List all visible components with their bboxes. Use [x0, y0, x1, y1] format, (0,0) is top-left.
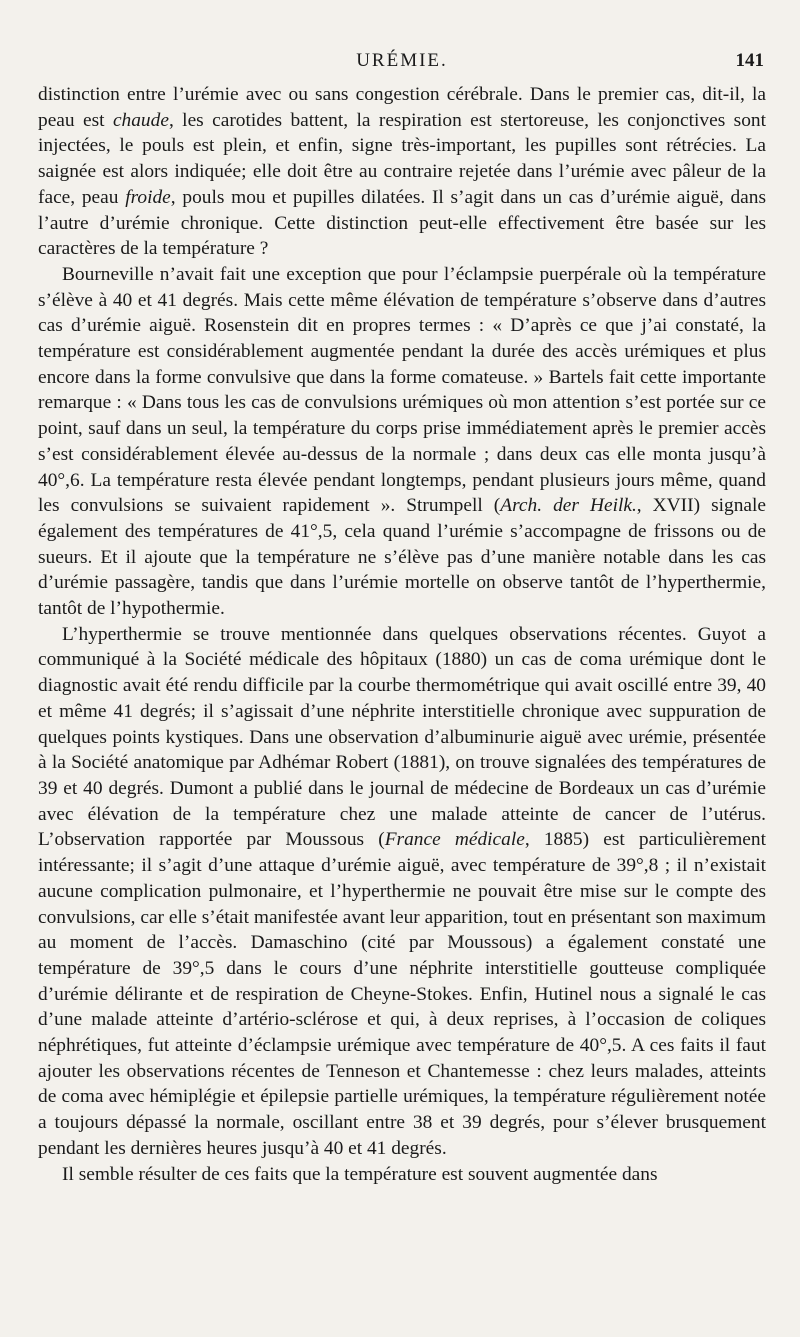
text-run: , XVII) signale également des températures de 41°,5, cela quand l’urémie s’accompagne de frissons ou de sueurs. Et il ajoute que la température ne s’élève pas d’une manière notable dans les cas d’urémie passagère, tandis que dans l’urémie mortelle on observe tantôt de l’hyperthermie, tantôt de l’hypothermie.: [38, 495, 766, 620]
text-run: L’hyperthermie se trouve mentionnée dans quelques observations récentes. Guyot a communiqué à la Société médicale des hôpitaux (1880) un cas de coma urémique dont le diagnostic avait été rendu difficile par la courbe thermométrique qui avait oscillé entre 39, 40 et même 41 degrés; il s’agissait d’une néphrite interstitielle chronique avec suppuration de quelques points kystiques. Dans une observation d’albuminurie aiguë avec urémie, présentée à la Société anatomique par Adhémar Robert (1881), on trouve signalées des températures de 39 et 40 degrés. Dumont a publié dans le journal de médecine de Bordeaux un cas d’urémie avec élévation de la température chez une malade atteinte de cancer de l’utérus. L’observation rapportée par Moussous (: [38, 623, 766, 851]
page-number: 141: [735, 50, 764, 71]
text-run: Bourneville n’avait fait une exception que pour l’éclampsie puerpérale où la température s’élève à 40 et 41 degrés. Mais cette même élévation de température s’observe dans d’autres cas d’urémie aiguë. Rosenstein dit en propres termes : « D’après ce que j’ai constaté, la température est considérablement augmentée pendant la durée des accès urémiques et plus encore dans la forme convulsive que dans la forme comateuse. » Bartels fait cette importante remarque : « Dans tous les cas de convulsions urémiques où mon attention s’est portée sur ce point, sauf dans un seul, la température du corps prise immédiatement après le premier accès s’est considérablement élevée au-dessus de la normale ; dans deux cas elle monta jusqu’à 40°,6. La température resta élevée pendant longtemps, pendant plusieurs jours même, quand les convulsions se suivaient rapidement ». Strumpell (: [38, 263, 766, 517]
text-run: , 1885) est particulièrement intéressante; il s’agit d’une attaque d’urémie aiguë, avec température de 39°,8 ; il n’existait aucune complication pulmonaire, et l’hyperthermie ne pouvait être mise sur le compte des convulsions, car elle s’était manifestée avant leur apparition, tout en présentant son maximum au moment de l’accès. Damaschino (cité par Moussous) a également constaté une température de 39°,5 dans le cours d’une néphrite interstitielle goutteuse compliquée d’urémie délirante et de respiration de Cheyne-Stokes. Enfin, Hutinel nous a signalé le cas d’une malade atteinte d’artério-sclérose et qui, à deux reprises, à l’occasion de coliques néphrétiques, fut atteinte d’éclampsie urémique avec température de 40°,5. A ces faits il faut ajouter les observations récentes de Tenneson et Chantemesse : chez leurs malades, atteints de coma avec hémiplégie et épilepsie partielle urémiques, la température régulièrement notée a toujours dépassé la normale, oscillant entre 38 et 39 degrés, pour s’élever brusquement pendant les dernières heures jusqu’à 40 et 41 degrés.: [38, 829, 767, 1159]
running-head: [38, 50, 766, 82]
text-run-italic: Arch. der Heilk.: [500, 495, 637, 517]
paragraph-4: [38, 1162, 766, 1188]
text-run-italic: chaude: [112, 109, 169, 131]
body-text: [38, 82, 766, 1187]
paragraph-3: [38, 622, 766, 1162]
paragraph-2: [38, 262, 766, 622]
text-run: Il semble résulter de ces faits que la température est souvent augmentée dans: [62, 1163, 658, 1185]
text-run-italic: froide: [125, 186, 171, 208]
text-run: , les carotides battent, la respiration est stertoreuse, les conjonctives sont injectées, le pouls est plein, et enfin, signe très-important, les pupilles sont rétrécies. La saignée est alors indiquée; elle doit être au contraire rejetée dans l’urémie avec pâleur de la face, peau: [38, 109, 766, 208]
text-run: , pouls mou et pupilles dilatées. Il s’agit dans un cas d’urémie aiguë, dans l’autre d’urémie chronique. Cette distinction peut-elle effectivement être basée sur les caractères de la température ?: [38, 186, 766, 260]
paragraph-1: [38, 82, 766, 262]
text-run-italic: France médicale: [384, 829, 525, 851]
running-title: URÉMIE.: [356, 50, 448, 71]
text-run: distinction entre l’urémie avec ou sans congestion cérébrale. Dans le premier cas, dit-il, la peau est: [38, 84, 766, 131]
